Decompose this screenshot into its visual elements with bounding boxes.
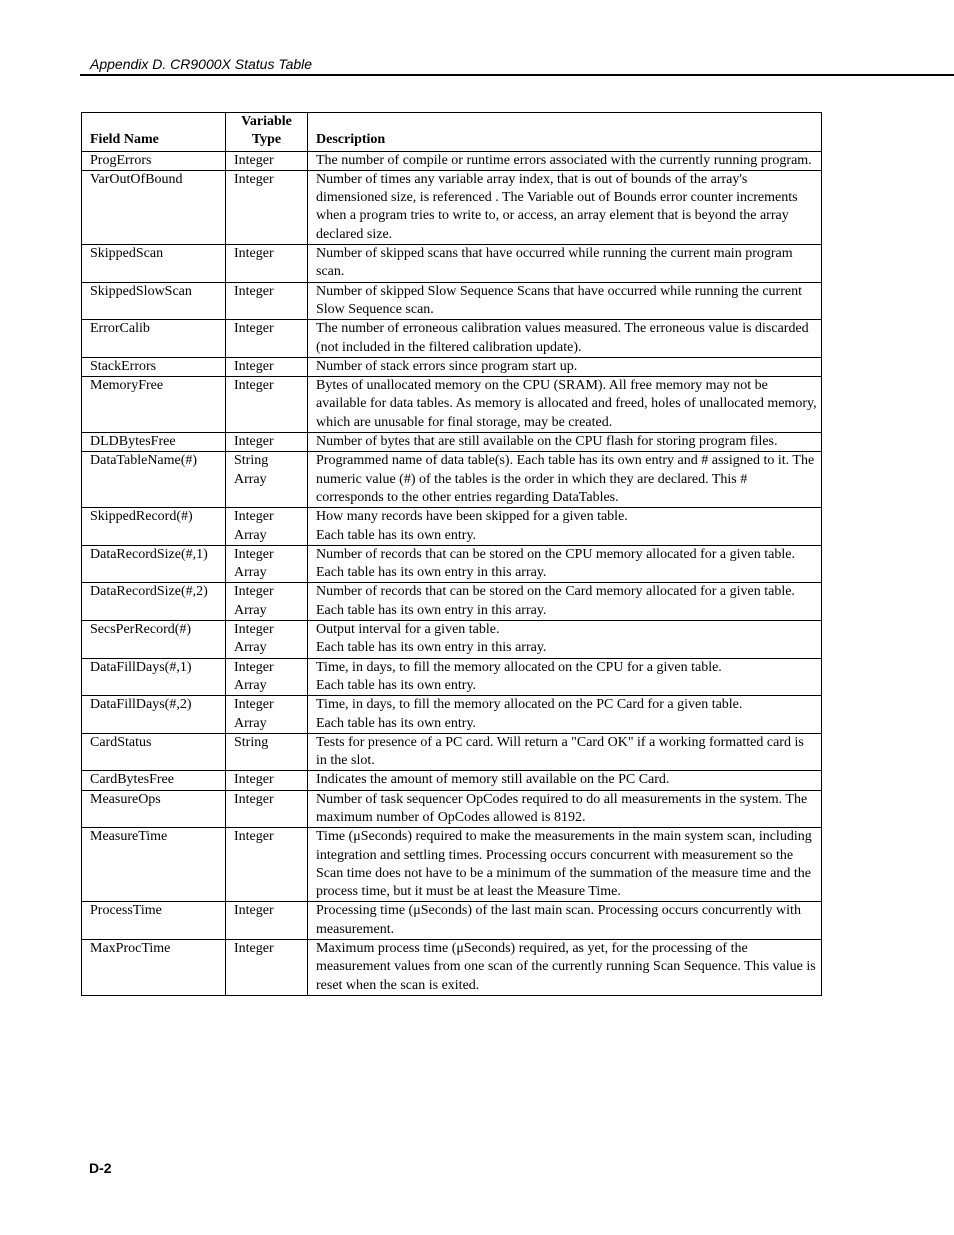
table-row	[82, 151, 822, 170]
variable-type-cell: Integer	[226, 790, 308, 828]
variable-type-cell: Integer Array	[226, 583, 308, 621]
description-cell: Time (μSeconds) required to make the measurements in the main system scan, including integration and settling times. Processing occurs concurrent with measurement so the Scan time does not have to be a minimum of the summation of the measure time and the process time, but it must be at least the Measure Time.	[308, 828, 822, 902]
column-header-field-name: Field Name	[82, 113, 226, 152]
table-row	[82, 433, 822, 452]
table-row	[82, 658, 822, 696]
description-cell: Number of records that can be stored on the CPU memory allocated for a given table. Each table has its own entry in this array.	[308, 545, 822, 583]
description-cell: Maximum process time (μSeconds) required, as yet, for the processing of the measurement values from one scan of the currently running Scan Sequence. This value is reset when the scan is exited.	[308, 940, 822, 996]
description-cell: Programmed name of data table(s). Each table has its own entry and # assigned to it. The numeric value (#) of the tables is the order in which they are declared. This # corresponds to the other entries regarding DataTables.	[308, 452, 822, 508]
field-name-cell: SkippedScan	[82, 245, 226, 283]
variable-type-cell: Integer	[226, 828, 308, 902]
description-cell: How many records have been skipped for a given table. Each table has its own entry.	[308, 508, 822, 546]
field-name-cell: SecsPerRecord(#)	[82, 621, 226, 659]
description-cell: Processing time (μSeconds) of the last main scan. Processing occurs concurrently with measurement.	[308, 902, 822, 940]
description-cell: Number of times any variable array index, that is out of bounds of the array's dimensioned size, is referenced . The Variable out of Bounds error counter increments when a program tries to write to, or access, an array element that is beyond the array declared size.	[308, 170, 822, 244]
table-row	[82, 377, 822, 433]
table-row	[82, 545, 822, 583]
variable-type-cell: Integer	[226, 151, 308, 170]
variable-type-cell: Integer	[226, 771, 308, 790]
field-name-cell: ErrorCalib	[82, 320, 226, 358]
table-row	[82, 170, 822, 244]
variable-type-cell: Integer	[226, 357, 308, 376]
field-name-cell: DataTableName(#)	[82, 452, 226, 508]
description-cell: Number of skipped Slow Sequence Scans that have occurred while running the current Slow Sequence scan.	[308, 282, 822, 320]
field-name-cell: MaxProcTime	[82, 940, 226, 996]
field-name-cell: CardBytesFree	[82, 771, 226, 790]
variable-type-cell: Integer Array	[226, 508, 308, 546]
table-row	[82, 696, 822, 734]
table-row	[82, 508, 822, 546]
column-header-description: Description	[308, 113, 822, 152]
table-row	[82, 940, 822, 996]
description-cell: Tests for presence of a PC card. Will return a "Card OK" if a working formatted card is in the slot.	[308, 733, 822, 771]
description-cell: Number of records that can be stored on the Card memory allocated for a given table. Each table has its own entry in this array.	[308, 583, 822, 621]
description-cell: Number of task sequencer OpCodes required to do all measurements in the system. The maximum number of OpCodes allowed is 8192.	[308, 790, 822, 828]
table-header-row	[82, 113, 822, 152]
variable-type-cell: Integer	[226, 902, 308, 940]
field-name-cell: CardStatus	[82, 733, 226, 771]
page-number: D-2	[89, 1160, 112, 1176]
description-cell: Number of skipped scans that have occurred while running the current main program scan.	[308, 245, 822, 283]
variable-type-cell: Integer Array	[226, 621, 308, 659]
table-row	[82, 733, 822, 771]
variable-type-cell: Integer Array	[226, 658, 308, 696]
table-row	[82, 828, 822, 902]
table-row	[82, 320, 822, 358]
table-row	[82, 357, 822, 376]
table-row	[82, 902, 822, 940]
field-name-cell: MemoryFree	[82, 377, 226, 433]
variable-type-cell: Integer	[226, 940, 308, 996]
table-row	[82, 771, 822, 790]
variable-type-cell: Integer	[226, 320, 308, 358]
field-name-cell: SkippedSlowScan	[82, 282, 226, 320]
table-row	[82, 583, 822, 621]
description-cell: The number of compile or runtime errors associated with the currently running program.	[308, 151, 822, 170]
field-name-cell: MeasureOps	[82, 790, 226, 828]
description-cell: The number of erroneous calibration values measured. The erroneous value is discarded (not included in the filtered calibration update).	[308, 320, 822, 358]
variable-type-cell: Integer	[226, 377, 308, 433]
field-name-cell: DataFillDays(#,1)	[82, 658, 226, 696]
field-name-cell: DLDBytesFree	[82, 433, 226, 452]
variable-type-cell: String	[226, 733, 308, 771]
description-cell: Time, in days, to fill the memory allocated on the CPU for a given table. Each table has its own entry.	[308, 658, 822, 696]
field-name-cell: StackErrors	[82, 357, 226, 376]
variable-type-cell: Integer Array	[226, 696, 308, 734]
field-name-cell: ProcessTime	[82, 902, 226, 940]
field-name-cell: SkippedRecord(#)	[82, 508, 226, 546]
field-name-cell: DataRecordSize(#,2)	[82, 583, 226, 621]
variable-type-cell: Integer	[226, 245, 308, 283]
field-name-cell: VarOutOfBound	[82, 170, 226, 244]
table-row	[82, 621, 822, 659]
description-cell: Time, in days, to fill the memory allocated on the PC Card for a given table. Each table has its own entry.	[308, 696, 822, 734]
description-cell: Number of bytes that are still available on the CPU flash for storing program files.	[308, 433, 822, 452]
table-row	[82, 790, 822, 828]
column-header-variable-type: Variable Type	[226, 113, 308, 152]
table-row	[82, 282, 822, 320]
description-cell: Number of stack errors since program start up.	[308, 357, 822, 376]
variable-type-cell: Integer Array	[226, 545, 308, 583]
table-row	[82, 452, 822, 508]
variable-type-cell: Integer	[226, 433, 308, 452]
header-rule	[80, 74, 954, 76]
table-row	[82, 245, 822, 283]
field-name-cell: ProgErrors	[82, 151, 226, 170]
status-table	[81, 112, 822, 996]
variable-type-cell: Integer	[226, 170, 308, 244]
description-cell: Output interval for a given table. Each table has its own entry in this array.	[308, 621, 822, 659]
variable-type-cell: Integer	[226, 282, 308, 320]
field-name-cell: DataRecordSize(#,1)	[82, 545, 226, 583]
description-cell: Bytes of unallocated memory on the CPU (SRAM). All free memory may not be available for data tables. As memory is allocated and freed, holes of unallocated memory, which are unusable for final storage, may be created.	[308, 377, 822, 433]
variable-type-cell: String Array	[226, 452, 308, 508]
page-header-title: Appendix D. CR9000X Status Table	[90, 56, 313, 72]
description-cell: Indicates the amount of memory still available on the PC Card.	[308, 771, 822, 790]
field-name-cell: DataFillDays(#,2)	[82, 696, 226, 734]
field-name-cell: MeasureTime	[82, 828, 226, 902]
